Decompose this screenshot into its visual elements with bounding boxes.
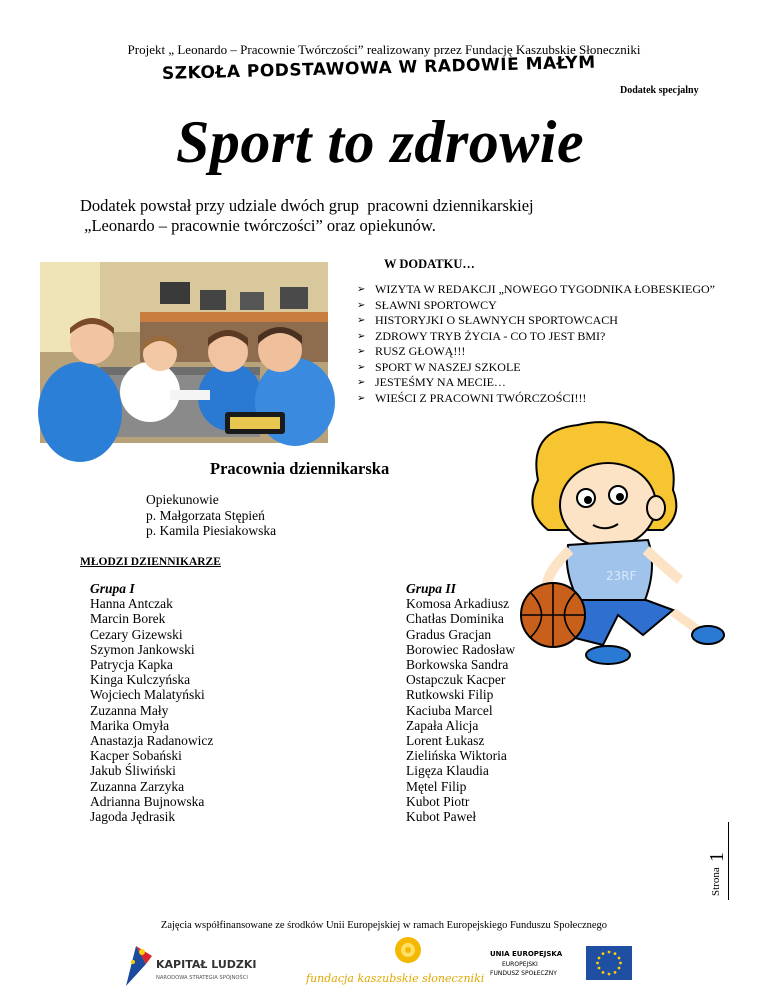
insert-heading: W DODATKU… — [384, 257, 475, 271]
mentors-block — [146, 492, 276, 539]
mentors-label: Opiekunowie — [146, 492, 219, 507]
page-number-rule — [728, 822, 729, 900]
list-item: Kubot Piotr — [406, 793, 470, 809]
list-item: Zuzanna Mały — [90, 702, 169, 718]
workshop-title: Pracownia dziennikarska — [210, 459, 390, 478]
list-item: Ostapczuk Kacper — [406, 672, 506, 688]
mentor-name: p. Małgorzata Stępień — [146, 507, 265, 523]
project-header-line: Projekt „ Leonardo – Pracownie Twórczości” realizowany przez Fundację Kaszubskie Słoneczniki — [127, 42, 641, 57]
logo-title: KAPITAŁ LUDZKI — [156, 958, 257, 971]
arrow-bullet-icon: ➢ — [357, 346, 366, 357]
shirt-text: 23RF — [606, 569, 637, 583]
contents-item: ➢ SŁAWNI SPORTOWCY — [357, 297, 497, 312]
list-item: Adrianna Bujnowska — [90, 793, 205, 809]
list-item: Marcin Borek — [90, 611, 166, 627]
arrow-bullet-icon: ➢ — [357, 392, 366, 404]
list-item: Borkowska Sandra — [406, 657, 509, 673]
list-item: Chatłas Dominika — [406, 611, 504, 627]
sunflower-icon — [395, 937, 421, 963]
group-2-heading: Grupa II — [406, 581, 456, 596]
arrow-bullet-icon: ➢ — [357, 284, 366, 295]
list-item: Ligęza Klaudia — [406, 763, 489, 779]
list-item: Kacper Sobański — [90, 748, 182, 764]
page-label: Strona — [710, 867, 722, 896]
contents-item: ➢ RUSZ GŁOWĄ!!! — [357, 344, 466, 358]
kapital-ludzki-logo — [122, 942, 272, 988]
list-item: Zapała Alicja — [406, 717, 479, 733]
list-item: Zielińska Wiktoria — [406, 748, 507, 764]
logo-subtitle: NARODOWA STRATEGIA SPÓJNOŚCI — [156, 975, 248, 981]
intro-line-2: „Leonardo – pracownie twórczości” oraz opiekunów. — [80, 216, 436, 235]
special-edition-label: Dodatek specjalny — [620, 85, 699, 96]
contents-item: ➢ JESTEŚMY NA MECIE… — [357, 375, 506, 389]
list-item: Cezary Gizewski — [90, 626, 183, 642]
list-item: Mętel Filip — [406, 778, 467, 794]
list-item: Kubot Paweł — [406, 809, 477, 825]
arrow-bullet-icon: ➢ — [357, 330, 366, 342]
school-name: SZKOŁA PODSTAWOWA W RADOWIE MAŁYM — [161, 52, 596, 84]
arrow-bullet-icon: ➢ — [357, 361, 366, 373]
arrow-bullet-icon: ➢ — [357, 315, 366, 326]
list-item: Anastazja Radanowicz — [90, 733, 214, 749]
young-journalists-heading: MŁODZI DZIENNIKARZE — [80, 556, 221, 568]
arrow-bullet-icon: ➢ — [357, 299, 366, 311]
eu-line-2: EUROPEJSKI — [502, 961, 538, 968]
eu-logo — [488, 944, 638, 988]
intro-line-1: Dodatek powstał przy udziale dwóch grup pracowni dziennikarskiej — [80, 196, 534, 215]
list-item: Gradus Gracjan — [406, 626, 492, 642]
group-2-list — [406, 581, 515, 824]
mentor-name: p. Kamila Piesiakowska — [146, 523, 277, 538]
group-1-list — [90, 581, 213, 824]
eu-line-1: UNIA EUROPEJSKA — [490, 950, 563, 958]
group-1-heading: Grupa I — [90, 581, 135, 596]
main-title: Sport to zdrowie — [176, 109, 585, 175]
list-item: Marika Omyła — [90, 717, 170, 733]
page-number: 1 — [706, 852, 728, 862]
list-item: Jagoda Jędrasik — [90, 809, 176, 825]
contents-item: ➢ WIEŚCI Z PRACOWNI TWÓRCZOŚCI!!! — [357, 390, 587, 405]
list-item: Komosa Arkadiusz — [406, 596, 510, 612]
list-item: Kinga Kulczyńska — [90, 672, 191, 688]
arrow-bullet-icon: ➢ — [357, 377, 366, 388]
list-item: Kaciuba Marcel — [406, 702, 493, 718]
cofinance-note: Zajęcia współfinansowane ze środków Unii Europejskiej w ramach Europejskiego Funduszu Społecznego — [160, 920, 608, 931]
list-item: Lorent Łukasz — [406, 733, 485, 749]
list-item: Hanna Antczak — [90, 596, 173, 612]
children-photo — [40, 262, 328, 443]
intro-paragraph — [80, 196, 680, 236]
logo-text: fundacja kaszubskie słoneczniki — [306, 972, 485, 985]
contents-item: ➢ SPORT W NASZEJ SZKOLE — [357, 359, 521, 374]
list-item: Patrycja Kapka — [90, 657, 173, 673]
list-item: Borowiec Radosław — [406, 641, 516, 657]
contents-list — [357, 282, 715, 406]
list-item: Zuzanna Zarzyka — [90, 778, 185, 794]
contents-item: ➢ ZDROWY TRYB ŻYCIA - CO TO JEST BMI? — [357, 328, 606, 343]
fundacja-logo — [300, 934, 485, 990]
list-item: Rutkowski Filip — [406, 687, 494, 703]
contents-item: ➢ HISTORYJKI O SŁAWNYCH SPORTOWCACH — [357, 313, 618, 327]
list-item: Jakub Śliwiński — [90, 763, 176, 779]
footer-logos — [0, 932, 768, 994]
contents-item: ➢ WIZYTA W REDAKCJI „NOWEGO TYGODNIKA ŁOBESKIEGO” — [357, 282, 715, 296]
list-item: Szymon Jankowski — [90, 641, 195, 657]
eu-line-3: FUNDUSZ SPOŁECZNY — [490, 970, 557, 977]
list-item: Wojciech Malatyński — [90, 687, 205, 703]
page-number-marker — [703, 842, 728, 896]
